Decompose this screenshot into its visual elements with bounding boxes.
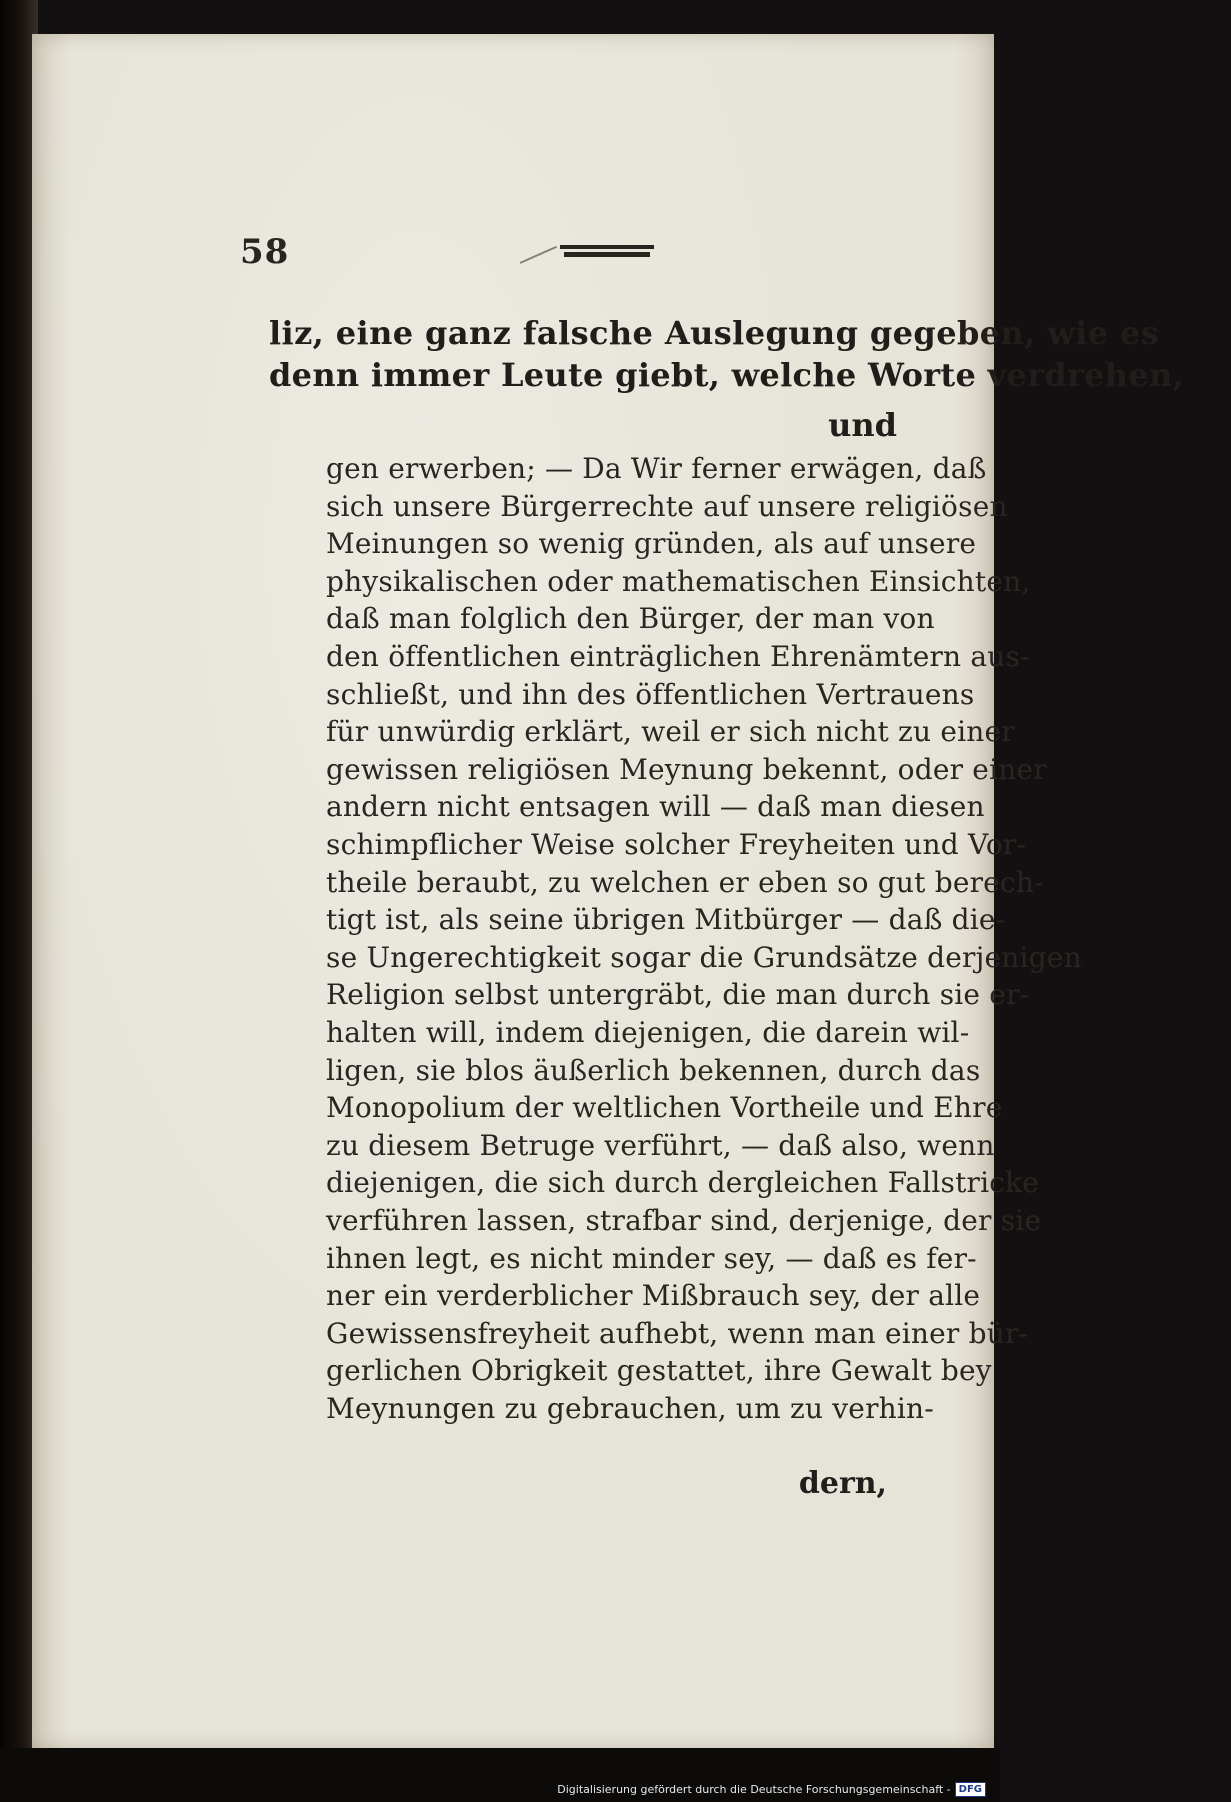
text-line-body-16: halten will, indem diejenigen, die darein wil- xyxy=(326,1016,970,1049)
ornament-flourish xyxy=(520,246,557,264)
text-line-body-8: für unwürdig erklärt, weil er sich nicht zu einer xyxy=(326,715,1015,748)
book-page xyxy=(32,34,1185,1748)
text-line-body-19: zu diesem Betruge verführt, — daß also, wenn xyxy=(326,1129,995,1162)
text-line-body-15: Religion selbst untergräbt, die man durch sie er- xyxy=(326,978,1030,1011)
text-line-body-4: physikalischen oder mathematischen Einsichten, xyxy=(326,565,1031,598)
credit-text: Digitalisierung gefördert durch die Deutsche Forschungsgemeinschaft - xyxy=(557,1783,951,1796)
text-line-body-13: tigt ist, als seine übrigen Mitbürger — daß die- xyxy=(326,903,1006,936)
text-line-body-14: se Ungerechtigkeit sogar die Grundsätze derjenigen xyxy=(326,941,1082,974)
text-line-top-3: und xyxy=(828,406,897,444)
page-number: 58 xyxy=(240,232,290,272)
text-line-body-2: sich unsere Bürgerrechte auf unsere religiösen xyxy=(326,490,1008,523)
text-line-body-20: diejenigen, die sich durch dergleichen Fallstricke xyxy=(326,1166,1040,1199)
text-line-body-1: gen erwerben; — Da Wir ferner erwägen, daß xyxy=(326,452,987,485)
text-line-body-21: verführen lassen, strafbar sind, derjenige, der sie xyxy=(326,1204,1042,1237)
text-line-body-25: gerlichen Obrigkeit gestattet, ihre Gewalt bey xyxy=(326,1354,992,1387)
text-line-body-23: ner ein verderblicher Mißbrauch sey, der alle xyxy=(326,1279,981,1312)
dfg-logo: DFG xyxy=(955,1782,986,1797)
text-line-body-5: daß man folglich den Bürger, der man von xyxy=(326,602,935,635)
header-ornament xyxy=(560,245,654,259)
ornament-rule-top xyxy=(560,245,654,249)
text-line-body-18: Monopolium der weltlichen Vortheile und Ehre xyxy=(326,1091,1003,1124)
digitization-credit xyxy=(557,1782,986,1797)
text-line-body-9: gewissen religiösen Meynung bekennt, oder einer xyxy=(326,753,1047,786)
text-line-body-3: Meinungen so wenig gründen, als auf unsere xyxy=(326,527,977,560)
text-line-body-22: ihnen legt, es nicht minder sey, — daß es fer- xyxy=(326,1242,977,1275)
text-line-body-10: andern nicht entsagen will — daß man diesen xyxy=(326,790,985,823)
text-line-body-17: ligen, sie blos äußerlich bekennen, durch das xyxy=(326,1054,981,1087)
text-line-body-7: schließt, und ihn des öffentlichen Vertrauens xyxy=(326,678,975,711)
text-line-body-11: schimpflicher Weise solcher Freyheiten und Vor- xyxy=(326,828,1027,861)
text-line-body-6: den öffentlichen einträglichen Ehrenämtern aus- xyxy=(326,640,1030,673)
ornament-rule-bottom xyxy=(564,252,650,257)
text-line-top-1: liz, eine ganz falsche Auslegung gegeben, wie es xyxy=(269,314,1160,352)
text-line-top-2: denn immer Leute giebt, welche Worte verdrehen, xyxy=(269,356,1185,394)
text-line-body-26: Meynungen zu gebrauchen, um zu verhin- xyxy=(326,1392,934,1425)
text-line-body-24: Gewissensfreyheit aufhebt, wenn man einer bür- xyxy=(326,1317,1029,1350)
catchword: dern, xyxy=(798,1466,887,1501)
text-line-body-12: theile beraubt, zu welchen er eben so gut berech- xyxy=(326,866,1044,899)
